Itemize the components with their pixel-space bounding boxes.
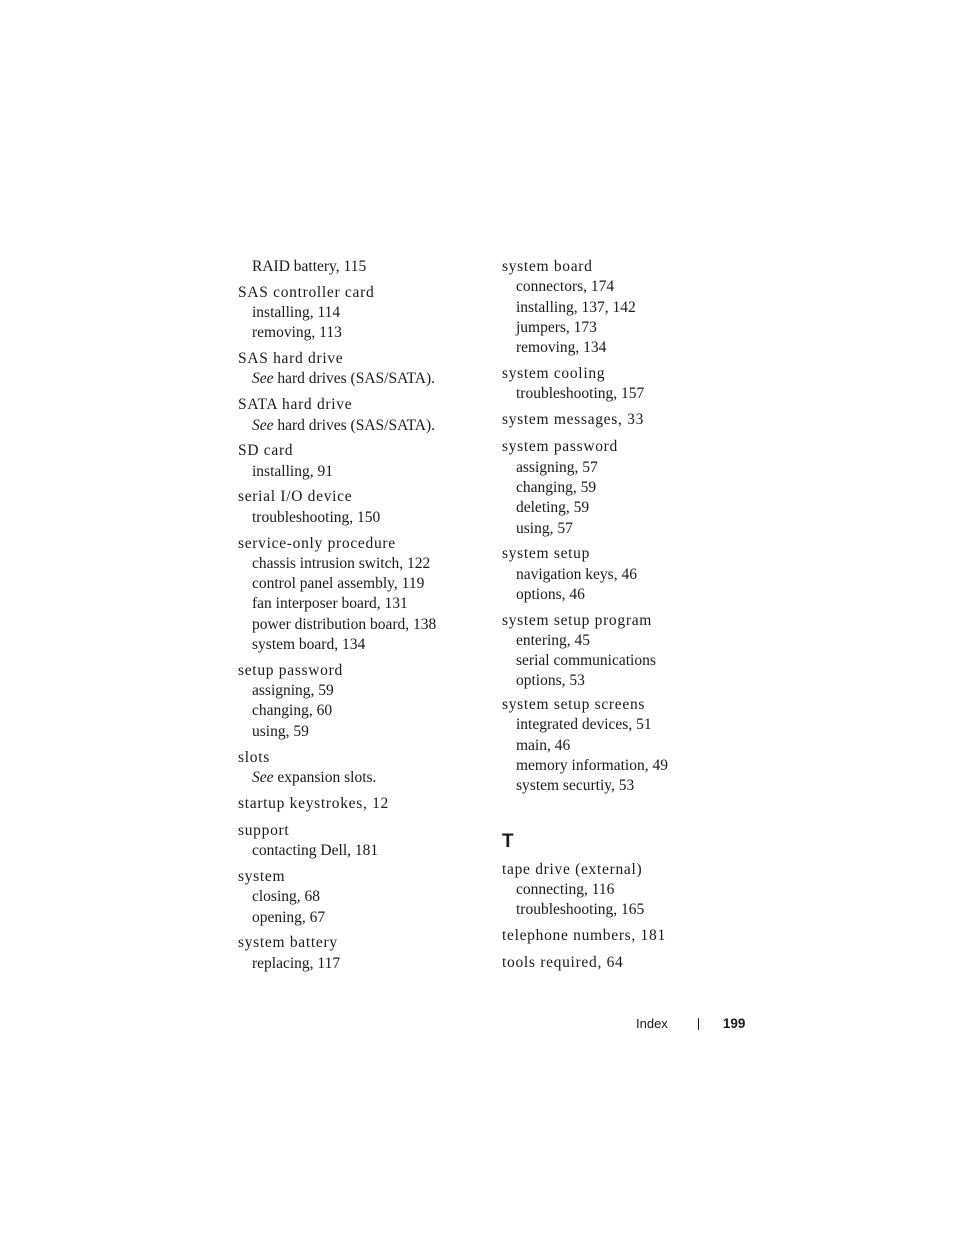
index-subentry: system board, 134 (252, 636, 366, 654)
index-term: setup password (238, 661, 343, 679)
index-entry (238, 349, 488, 390)
index-subentry: entering, 45 (516, 632, 591, 650)
index-subentry: using, 59 (252, 722, 309, 740)
index-column-right (502, 257, 752, 981)
index-see-reference (238, 369, 488, 389)
index-subentry: installing, 114 (252, 304, 341, 322)
index-entry (238, 794, 488, 814)
index-subentry: installing, 91 (252, 462, 333, 480)
footer-divider (698, 1018, 699, 1030)
index-subentry: troubleshooting, 165 (516, 901, 645, 919)
index-entry (502, 410, 752, 430)
index-subentry: removing, 113 (252, 324, 342, 342)
index-subentry: removing, 134 (516, 339, 607, 357)
index-subentry: assigning, 57 (516, 458, 598, 476)
index-subentry: using, 57 (516, 519, 573, 537)
index-term: system setup program (502, 611, 653, 629)
index-entry (238, 257, 488, 277)
index-term: system password (502, 438, 618, 456)
index-subentry: closing, 68 (252, 888, 321, 906)
index-term: tools required, 64 (502, 954, 624, 972)
index-subentry: connectors, 174 (516, 278, 615, 296)
index-term: system cooling (502, 364, 606, 382)
index-letter-heading: T (502, 830, 514, 852)
index-subentry: changing, 60 (252, 702, 333, 720)
page-footer (636, 1016, 745, 1031)
index-subentry: fan interposer board, 131 (252, 595, 408, 613)
index-entry (502, 544, 752, 605)
index-subentry: troubleshooting, 150 (252, 508, 381, 526)
index-entry (238, 441, 488, 482)
index-entry (502, 926, 752, 946)
index-subentry: deleting, 59 (516, 499, 590, 517)
index-term: startup keystrokes, 12 (238, 794, 390, 812)
index-entry (238, 748, 488, 789)
index-entry (238, 283, 488, 344)
index-entry (238, 534, 488, 656)
see-word: See (252, 768, 274, 786)
index-term: SATA hard drive (238, 396, 353, 414)
index-term: system setup (502, 545, 591, 563)
index-entry (502, 611, 752, 690)
index-column-left (238, 257, 488, 980)
index-subentry: RAID battery, 115 (252, 258, 367, 275)
index-term: system messages, 33 (502, 411, 645, 429)
index-term: tape drive (external) (502, 860, 643, 878)
index-see-reference (238, 416, 488, 436)
see-target: hard drives (SAS/SATA). (273, 370, 436, 388)
see-target: expansion slots. (273, 768, 377, 786)
index-subentry: serial communications (516, 652, 656, 670)
footer-section-label: Index (636, 1016, 668, 1031)
index-subentry: installing, 137, 142 (516, 298, 636, 316)
index-term: SAS hard drive (238, 350, 344, 368)
see-word: See (252, 416, 274, 434)
index-subentry: memory information, 49 (516, 757, 668, 775)
see-word: See (252, 370, 274, 388)
index-entry (502, 364, 752, 405)
index-term: system battery (238, 934, 338, 952)
index-term: system (238, 868, 286, 886)
index-subentry: opening, 67 (252, 908, 326, 926)
index-subentry: power distribution board, 138 (252, 615, 437, 633)
index-entry (502, 695, 752, 796)
index-entry (238, 661, 488, 742)
index-subentry: main, 46 (516, 736, 571, 754)
index-subentry: system securtiy, 53 (516, 777, 635, 795)
index-subentry: options, 53 (516, 671, 585, 689)
index-term: telephone numbers, 181 (502, 927, 666, 945)
index-entry (502, 953, 752, 973)
index-subentry: changing, 59 (516, 478, 597, 496)
index-entry (502, 860, 752, 921)
index-see-reference (238, 768, 488, 788)
index-subentry: jumpers, 173 (516, 318, 597, 336)
index-entry (238, 821, 488, 862)
see-target: hard drives (SAS/SATA). (273, 416, 436, 434)
index-subentry: chassis intrusion switch, 122 (252, 554, 431, 572)
index-subentry: options, 46 (516, 585, 585, 603)
index-subentry: contacting Dell, 181 (252, 842, 379, 860)
index-term: service-only procedure (238, 534, 396, 552)
index-term: serial I/O device (238, 488, 353, 506)
index-term: system setup screens (502, 696, 646, 714)
index-subentry: troubleshooting, 157 (516, 385, 645, 403)
index-subentry: navigation keys, 46 (516, 565, 637, 583)
index-subentry: replacing, 117 (252, 954, 341, 972)
index-term: SAS controller card (238, 283, 375, 301)
index-term: slots (238, 748, 270, 766)
index-entry (238, 395, 488, 436)
index-term: SD card (238, 442, 294, 460)
index-entry (238, 867, 488, 928)
index-entry (502, 437, 752, 538)
index-subentry: connecting, 116 (516, 880, 615, 898)
page-number: 199 (722, 1016, 746, 1031)
index-entry (502, 257, 752, 358)
index-term: support (238, 821, 290, 839)
index-entry (238, 933, 488, 974)
index-subentry: assigning, 59 (252, 682, 334, 700)
index-subentry: integrated devices, 51 (516, 716, 652, 734)
index-entry (238, 487, 488, 528)
index-term: system board (502, 258, 593, 275)
index-subentry: control panel assembly, 119 (252, 575, 425, 593)
